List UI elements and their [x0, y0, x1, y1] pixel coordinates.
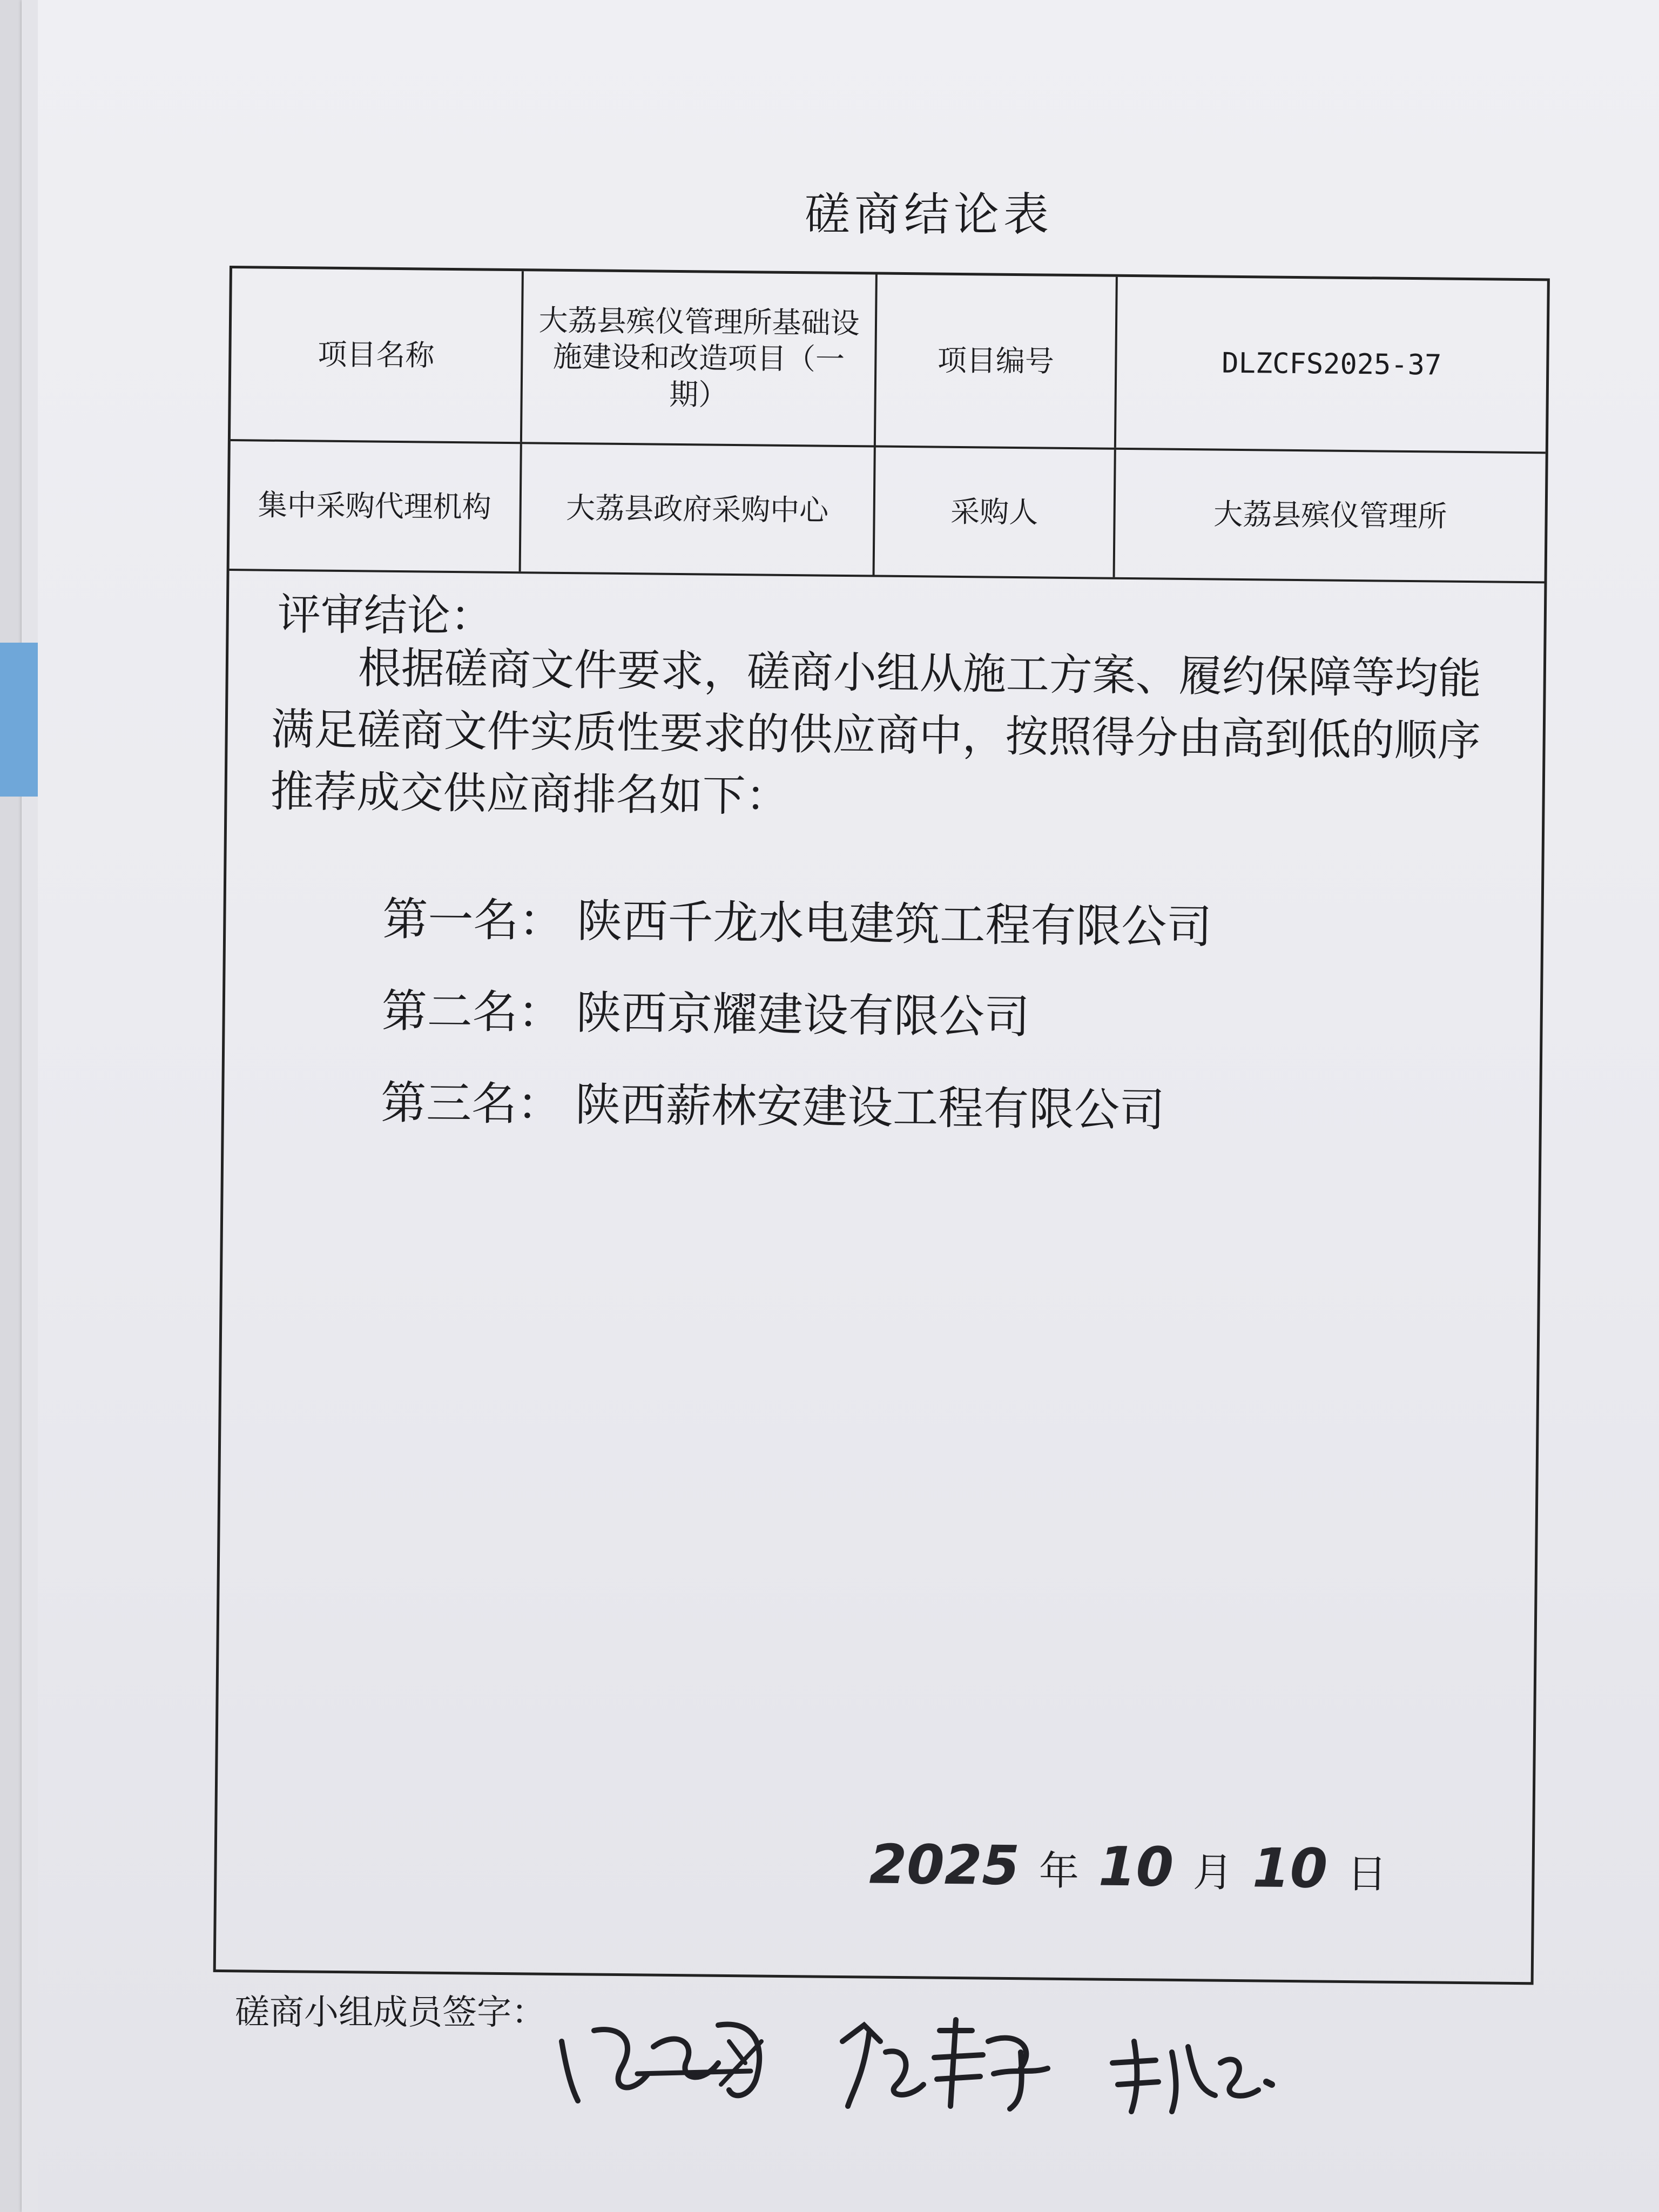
signature-label: 磋商小组成员签字：	[235, 1993, 546, 2033]
table-row-agency	[230, 441, 1546, 583]
rank-label: 第二名：	[381, 984, 564, 1039]
signature-2	[832, 2009, 1058, 2119]
rank-label: 第一名：	[382, 892, 564, 947]
list-item	[380, 1053, 1407, 1155]
conclusion-body: 根据磋商文件要求，磋商小组从施工方案、履约保障等均能满足磋商文件实质性要求的供应商中，按照得分由高到低的顺序推荐成交供应商排名如下：	[270, 643, 1482, 821]
agency-value: 大荔县政府采购中心	[521, 444, 876, 575]
rank-supplier-name: 陕西千龙水电建筑工程有限公司	[576, 894, 1212, 954]
list-item	[382, 869, 1410, 971]
list-item	[381, 961, 1408, 1063]
document-title: 磋商结论表	[804, 188, 1053, 241]
signature-1	[556, 2009, 783, 2119]
document-page	[38, 0, 1659, 2212]
rank-label: 第三名：	[380, 1076, 563, 1131]
purchaser-label: 采购人	[875, 448, 1116, 577]
project-no-label: 项目编号	[876, 275, 1118, 448]
supplier-ranking	[380, 869, 1409, 1155]
signature-3	[1107, 2031, 1291, 2119]
blue-tab-marker	[0, 643, 43, 797]
table-row-project	[231, 268, 1547, 454]
project-name-value: 大荔县殡仪管理所基础设施建设和改造项目（一期）	[522, 271, 878, 445]
date-year: 2025	[869, 1832, 1020, 1898]
date-year-unit: 年	[1038, 1847, 1080, 1895]
rank-supplier-name: 陕西薪林安建设工程有限公司	[575, 1077, 1165, 1137]
date-day: 10	[1252, 1836, 1328, 1900]
signing-date	[859, 1832, 1397, 1901]
date-month: 10	[1098, 1835, 1174, 1899]
agency-label: 集中采购代理机构	[230, 441, 522, 571]
purchaser-value: 大荔县殡仪管理所	[1213, 497, 1447, 534]
rank-supplier-name: 陕西京耀建设有限公司	[576, 986, 1030, 1043]
project-no-value: DLZCFS2025-37	[1222, 347, 1442, 382]
date-month-unit: 月	[1192, 1849, 1233, 1896]
conclusion-label: 评审结论：	[277, 589, 494, 642]
project-name-label: 项目名称	[231, 268, 524, 442]
conclusion-form	[213, 266, 1550, 1985]
date-day-unit: 日	[1346, 1851, 1387, 1898]
